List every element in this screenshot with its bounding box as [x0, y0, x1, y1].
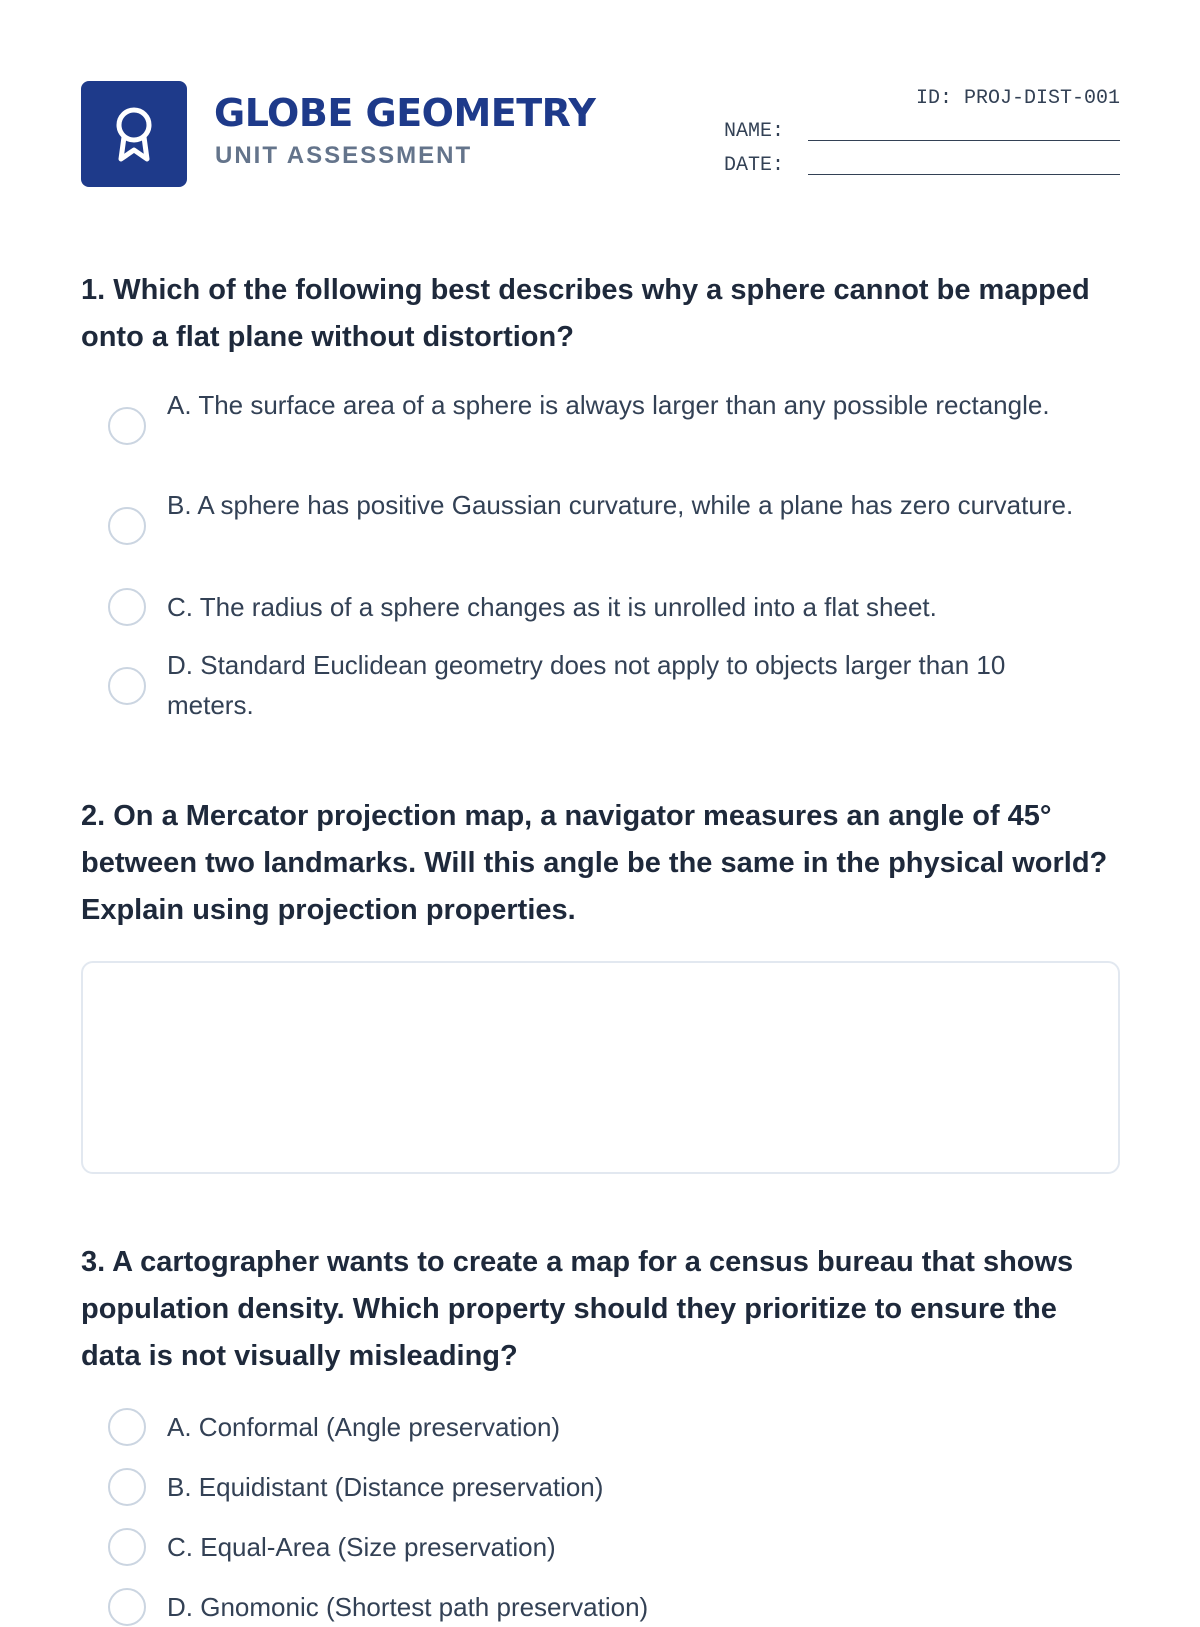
name-field[interactable] [808, 140, 1120, 141]
question-3-option-d[interactable] [108, 1587, 1118, 1622]
radio-button[interactable] [108, 1528, 146, 1566]
radio-button[interactable] [108, 507, 146, 545]
option-label: B. Equidistant (Distance preservation) [167, 1472, 604, 1502]
student-meta [720, 81, 1120, 187]
question-3-option-b[interactable] [108, 1467, 1118, 1507]
question-3-option-c[interactable] [108, 1527, 1118, 1567]
option-label: D. Standard Euclidean geometry does not apply to objects larger than 10 meters. [167, 650, 1006, 720]
option-label: A. The surface area of a sphere is always larger than any possible rectangle. [167, 390, 1050, 420]
question-1-option-c[interactable] [108, 587, 1118, 627]
assessment-page [81, 0, 1120, 1622]
brand-subtitle: UNIT ASSESSMENT [215, 142, 473, 169]
radio-button[interactable] [108, 588, 146, 626]
radio-button[interactable] [108, 407, 146, 445]
award-ribbon-icon [110, 105, 158, 163]
brand-title: GLOBE GEOMETRY [214, 91, 596, 135]
option-label: B. A sphere has positive Gaussian curvature, while a plane has zero curvature. [167, 490, 1074, 520]
name-label: NAME: [724, 120, 785, 143]
radio-button[interactable] [108, 1588, 146, 1626]
logo [81, 81, 187, 187]
name-row [720, 120, 1120, 146]
date-label: DATE: [724, 154, 785, 177]
radio-button[interactable] [108, 667, 146, 705]
radio-button[interactable] [108, 1468, 146, 1506]
radio-button[interactable] [108, 1408, 146, 1446]
question-1-option-d[interactable] [108, 645, 1118, 725]
option-label: A. Conformal (Angle preservation) [167, 1412, 561, 1442]
page-header [81, 81, 1120, 187]
question-3-text: 3. A cartographer wants to create a map for a census bureau that shows population density. Which property should they prioritize to ensure the data is not visually misleading? [81, 1246, 1074, 1372]
question-1-option-b[interactable] [108, 485, 1118, 565]
question-3-option-a[interactable] [108, 1407, 1118, 1447]
option-label: C. The radius of a sphere changes as it is unrolled into a flat sheet. [167, 592, 937, 622]
option-label: D. Gnomonic (Shortest path preservation) [167, 1592, 649, 1622]
question-2-answer-box[interactable] [81, 961, 1120, 1174]
option-label: C. Equal-Area (Size preservation) [167, 1532, 556, 1562]
date-field[interactable] [808, 174, 1120, 175]
question-1-text: 1. Which of the following best describes why a sphere cannot be mapped onto a flat plane without distortion? [81, 274, 1090, 353]
date-row [720, 154, 1120, 180]
question-1-option-a[interactable] [108, 385, 1118, 465]
document-id: ID: PROJ-DIST-001 [915, 87, 1120, 110]
question-2-text: 2. On a Mercator projection map, a navigator measures an angle of 45° between two landmarks. Will this angle be the same in the physical world? Explain using projection properties. [81, 800, 1108, 926]
